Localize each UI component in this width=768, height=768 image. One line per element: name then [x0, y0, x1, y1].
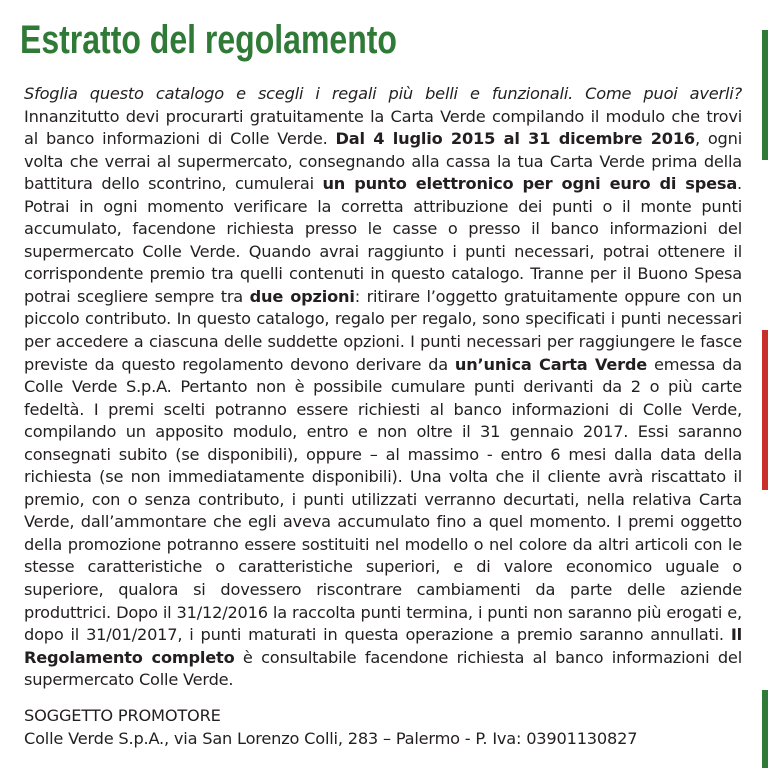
text-segment-5: emessa da Colle Verde S.p.A. Pertanto non è possibile cumulare punti derivanti da 2 o più carte fedeltà. I premi scelti potranno essere richiesti al banco informazioni di Colle Verde, compilando un apposito modulo, entro e non oltre il 31 gennaio 2017. Essi saranno consegnati subito (se disponibili), oppure – al massimo - entro 6 mesi dalla data della richiesta (se non immediatamente disponibili). Una volta che il cliente avrà riscattato il premio, con o senza contributo, i punti utilizzati verranno decurtati, nella relativa Carta Verde, dall’ammontare che egli aveva accumulato fino a quel momento. I premi oggetto della promozione potranno essere sostituiti nel modello o nel colore da altri articoli con le stesse caratteristiche o caratteristiche superiori, e di valore economico uguale o superiore, qualora si dovessero riscontrare cambiamenti da parte delle aziende produttrici. Dopo il 31/12/2016 la raccolta punti termina, i punti non saranno più erogati e, dopo il 31/01/2017, i punti maturati in questa operazione a premio saranno annullati. — [24, 354, 742, 645]
text-segment-3: . Potrai in ogni momento verificare la corretta attribuzione dei punti o il monte punti accumulato, facendone richiesta presso le casse o presso il banco informazioni del supermercato Colle Verde. Quando avrai raggiunto i punti necessari, potrai ottenere il corrispondente premio tra quelli contenuti in questo catalogo. Tranne per il Buono Spesa potrai scegliere sempre tra — [24, 174, 742, 306]
promoter-details: Colle Verde S.p.A., via San Lorenzo Colli, 283 – Palermo - P. Iva: 03901130827 — [24, 728, 638, 748]
full-regulation: Il Regolamento completo — [24, 625, 742, 667]
points-rule: un punto elettronico per ogni euro di spesa — [322, 174, 738, 194]
text-segment-6: è consultabile facendone richiesta al banco informazioni del supermercato Colle Verde. — [24, 647, 742, 690]
text-segment-2: , ogni volta che verrai al supermercato, consegnando alla cassa la tua Carta Verde prima della battitura dello scontrino, cumulerai — [24, 129, 742, 194]
promo-period: Dal 4 luglio 2015 al 31 dicembre 2016 — [335, 129, 695, 149]
single-card: un’unica Carta Verde — [454, 354, 648, 374]
intro-question: Sfoglia questo catalogo e scegli i regali più belli e funzionali. Come puoi averli? — [24, 84, 742, 103]
page-title: Estratto del regolamento — [20, 18, 397, 62]
text-segment-1: Innanzitutto devi procurarti gratuitamente la Carta Verde compilando il modulo che trovi al banco informazioni di Colle Verde. — [24, 106, 742, 149]
regulation-text — [24, 83, 742, 692]
promoter-block — [24, 705, 742, 750]
promoter-heading: SOGGETTO PROMOTORE — [24, 706, 221, 725]
page-edge-strip — [762, 0, 768, 768]
text-segment-4: : ritirare l’oggetto gratuitamente oppure con un piccolo contributo. In questo catalogo, regalo per regalo, sono specificati i punti necessari per accedere a ciascuna delle suddette opzioni. I punti necessari per raggiungere le fasce previste da questo regolamento devono derivare da — [24, 286, 743, 374]
two-options: due opzioni — [249, 286, 355, 306]
